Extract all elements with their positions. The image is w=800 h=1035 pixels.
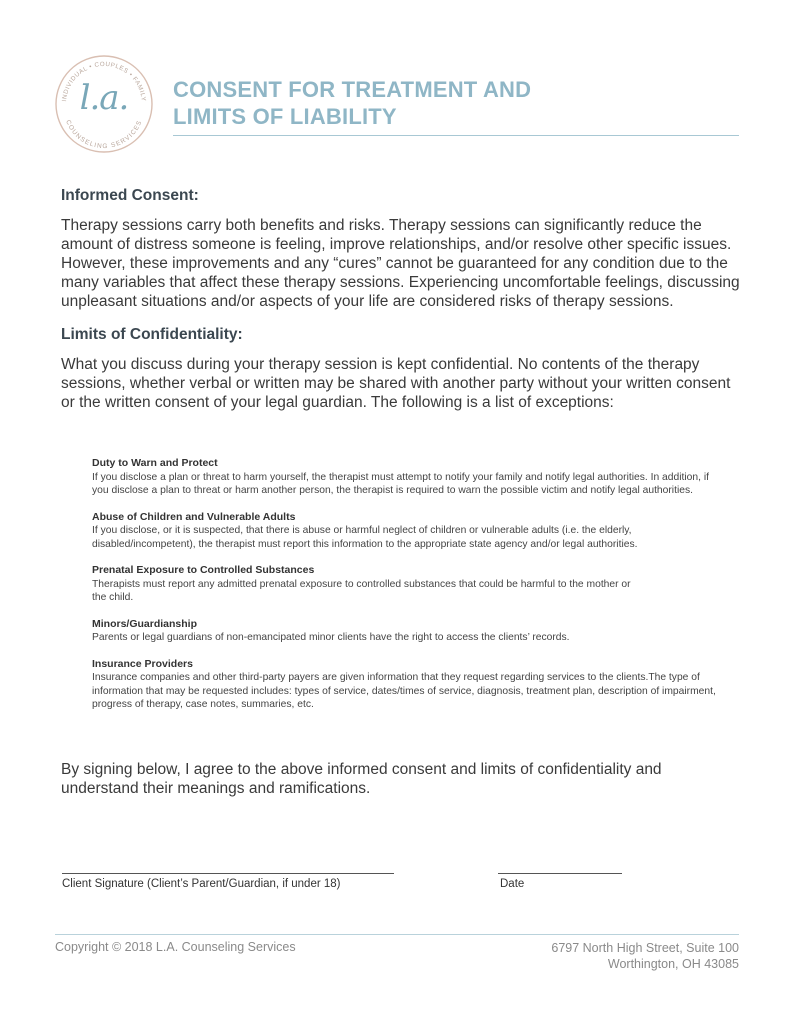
exception-prenatal [92,564,722,605]
address-block [551,940,739,972]
page-title-line1: CONSENT FOR TREATMENT AND [173,77,532,102]
exception-text: If you disclose a plan or threat to harm yourself, the therapist must attempt to notify your family and notify legal authorities. In addition, if you disclose a plan to threat or harm another person, the therapist is required to warn the possible victim and notify legal authorities. [92,471,709,496]
exception-minors [92,618,722,645]
logo [52,52,156,156]
address-line2: Worthington, OH 43085 [607,957,739,971]
date-signature-line[interactable] [498,873,622,874]
copyright-text: Copyright © 2018 L.A. Counseling Services [55,940,296,954]
date-label: Date [500,878,525,890]
exception-title: Insurance Providers [92,657,193,670]
exception-title: Prenatal Exposure to Controlled Substances [92,564,315,576]
exception-text: Therapists must report any admitted prenatal exposure to controlled substances that could be harmful to the mother or the child. [92,578,631,603]
exception-text: If you disclose, or it is suspected, that there is abuse or harmful neglect of children or vulnerable adults (i.e. the elderly, disabled/incompetent), the therapist must report this information to the appropriate state agency and/or legal authorities. [92,525,638,550]
confidentiality-text: What you discuss during your therapy session is kept confidential. No contents of the therapy sessions, whether verbal or written may be shared with another party without your written consent or the written consent of your legal guardian. The following is a list of exceptions: [61,356,731,411]
exception-title: Duty to Warn and Protect [92,457,218,469]
exception-text: Insurance companies and other third-party payers are given information that they request regarding services to the clients.The type of information that may be requested includes: types of service, dates/times of service, diagnosis, treatment plan, description of impairment, progress of therapy, case notes, summaries, etc. [92,672,716,710]
title-divider [173,135,739,136]
logo-ring-top-text: INDIVIDUAL • COUPLES • FAMILY [61,60,147,102]
exception-abuse [92,511,722,552]
page-title-line2: LIMITS OF LIABILITY [173,104,397,129]
client-signature-label: Client Signature (Client’s Parent/Guardian, if under 18) [62,878,341,890]
page-title [173,76,739,130]
agreement-text: By signing below, I agree to the above informed consent and limits of confidentiality and understand their meanings and ramifications. [61,761,662,797]
exception-insurance [92,658,722,712]
exception-duty-to-warn [92,457,722,498]
exception-text: Parents or legal guardians of non-emancipated minor clients have the right to access the clients’ records. [92,632,570,643]
informed-consent-text: Therapy sessions carry both benefits and risks. Therapy sessions can significantly reduce the amount of distress someone is feeling, improve relationships, and/or resolve other specific issues. However, these improvements and any “cures” cannot be guaranteed for any condition due to the many variables that affect these therapy sessions. Experiencing uncomfortable feelings, discussing unpleasant situations and/or aspects of your life are considered risks of therapy sessions. [61,217,740,310]
confidentiality-heading: Limits of Confidentiality: [61,326,243,343]
exception-title: Abuse of Children and Vulnerable Adults [92,510,296,523]
exception-title: Minors/Guardianship [92,617,198,630]
main-content [61,186,741,426]
client-signature-line[interactable] [62,873,394,874]
address-line1: 6797 North High Street, Suite 100 [551,941,739,955]
logo-mark: l.a. [79,78,129,118]
logo-ring-bottom-text: COUNSELING SERVICES [64,118,144,151]
exceptions-list [92,457,722,725]
footer-divider [55,934,739,935]
informed-consent-heading: Informed Consent: [61,187,199,204]
